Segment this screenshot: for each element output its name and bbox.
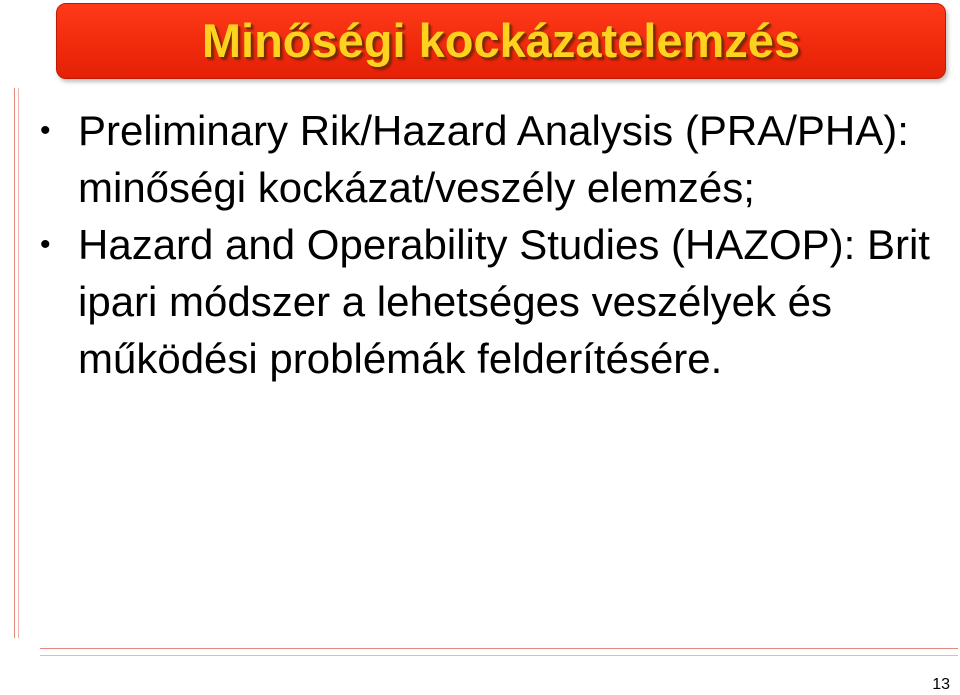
bullet-item	[36, 216, 936, 387]
page-number: 13	[932, 676, 950, 693]
bullet-dot-icon: •	[40, 114, 51, 147]
slide-title-banner	[56, 3, 946, 79]
bullet-text: Preliminary Rik/Hazard Analysis (PRA/PHA): minőségi kockázat/veszély elemzés;	[78, 107, 909, 211]
bottom-rule-line	[40, 648, 958, 649]
slide-title: Minőségi kockázatelemzés	[201, 14, 801, 67]
bullet-list	[36, 102, 936, 387]
left-rule-line-secondary	[18, 88, 19, 638]
bullet-item	[36, 102, 936, 216]
bullet-dot-icon: •	[40, 228, 51, 261]
bottom-rule-line-secondary	[40, 655, 958, 656]
bullet-text: Hazard and Operability Studies (HAZOP): Brit ipari módszer a lehetséges veszélyek és működési problémák felderítésére.	[78, 221, 930, 382]
left-rule-line	[14, 88, 15, 638]
